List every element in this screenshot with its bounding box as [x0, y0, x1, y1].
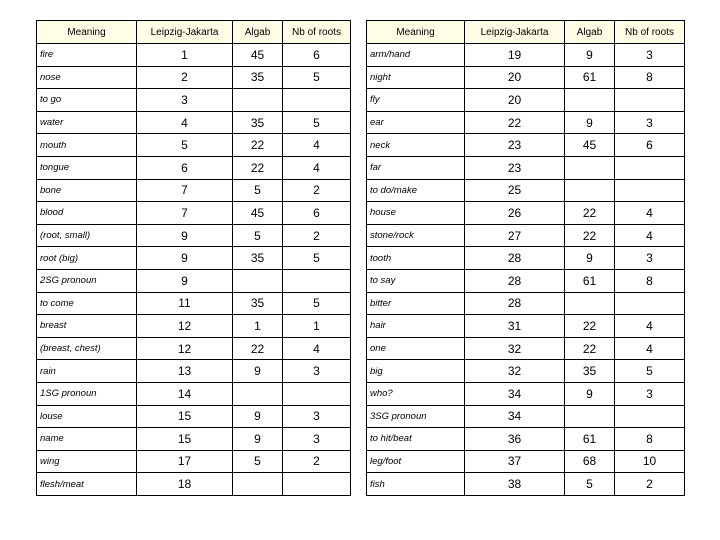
- left-word-table: [36, 20, 351, 496]
- leipzig-jakarta-cell: 9: [137, 224, 233, 247]
- algab-cell: 45: [565, 134, 615, 157]
- meaning-cell: house: [367, 202, 465, 225]
- algab-cell: 9: [233, 428, 283, 451]
- meaning-cell: to say: [367, 269, 465, 292]
- table-row: [37, 405, 351, 428]
- nb-of-roots-cell: 5: [283, 111, 351, 134]
- leipzig-jakarta-cell: 23: [465, 156, 565, 179]
- meaning-cell: wing: [37, 450, 137, 473]
- meaning-cell: ear: [367, 111, 465, 134]
- meaning-cell: big: [367, 360, 465, 383]
- meaning-cell: to do/make: [367, 179, 465, 202]
- leipzig-jakarta-cell: 36: [465, 428, 565, 451]
- leipzig-jakarta-cell: 28: [465, 269, 565, 292]
- algab-cell: 22: [565, 337, 615, 360]
- algab-cell: [565, 179, 615, 202]
- leipzig-jakarta-cell: 1: [137, 44, 233, 67]
- nb-of-roots-cell: 3: [283, 428, 351, 451]
- leipzig-jakarta-cell: 2: [137, 66, 233, 89]
- nb-of-roots-cell: 2: [283, 450, 351, 473]
- table-row: [367, 66, 685, 89]
- table-row: [367, 473, 685, 496]
- nb-of-roots-cell: 5: [283, 247, 351, 270]
- leipzig-jakarta-cell: 28: [465, 292, 565, 315]
- leipzig-jakarta-cell: 17: [137, 450, 233, 473]
- meaning-cell: blood: [37, 202, 137, 225]
- leipzig-jakarta-cell: 27: [465, 224, 565, 247]
- leipzig-jakarta-cell: 22: [465, 111, 565, 134]
- table-row: [37, 382, 351, 405]
- nb-of-roots-cell: 10: [615, 450, 685, 473]
- table-row: [37, 224, 351, 247]
- header-nb-of-roots: Nb of roots: [615, 21, 685, 44]
- header-meaning: Meaning: [367, 21, 465, 44]
- table-row: [37, 156, 351, 179]
- leipzig-jakarta-cell: 38: [465, 473, 565, 496]
- nb-of-roots-cell: [615, 89, 685, 112]
- header-meaning: Meaning: [37, 21, 137, 44]
- meaning-cell: stone/rock: [367, 224, 465, 247]
- meaning-cell: nose: [37, 66, 137, 89]
- meaning-cell: far: [367, 156, 465, 179]
- table-row: [367, 428, 685, 451]
- right-word-table: [366, 20, 685, 496]
- meaning-cell: (root, small): [37, 224, 137, 247]
- meaning-cell: neck: [367, 134, 465, 157]
- table-row: [37, 202, 351, 225]
- leipzig-jakarta-cell: 9: [137, 269, 233, 292]
- header-algab: Algab: [565, 21, 615, 44]
- table-row: [367, 269, 685, 292]
- table-row: [367, 156, 685, 179]
- leipzig-jakarta-cell: 6: [137, 156, 233, 179]
- leipzig-jakarta-cell: 11: [137, 292, 233, 315]
- meaning-cell: fire: [37, 44, 137, 67]
- meaning-cell: leg/foot: [367, 450, 465, 473]
- table-row: [367, 450, 685, 473]
- algab-cell: 5: [565, 473, 615, 496]
- table-row: [367, 111, 685, 134]
- meaning-cell: mouth: [37, 134, 137, 157]
- algab-cell: [233, 382, 283, 405]
- meaning-cell: (breast, chest): [37, 337, 137, 360]
- meaning-cell: to go: [37, 89, 137, 112]
- nb-of-roots-cell: [283, 382, 351, 405]
- leipzig-jakarta-cell: 20: [465, 66, 565, 89]
- nb-of-roots-cell: [615, 292, 685, 315]
- algab-cell: 9: [565, 44, 615, 67]
- nb-of-roots-cell: [615, 405, 685, 428]
- nb-of-roots-cell: 3: [615, 247, 685, 270]
- table-row: [367, 89, 685, 112]
- leipzig-jakarta-cell: 31: [465, 315, 565, 338]
- meaning-cell: fish: [367, 473, 465, 496]
- nb-of-roots-cell: 8: [615, 66, 685, 89]
- leipzig-jakarta-cell: 18: [137, 473, 233, 496]
- algab-cell: 61: [565, 269, 615, 292]
- nb-of-roots-cell: 5: [283, 292, 351, 315]
- algab-cell: 5: [233, 224, 283, 247]
- leipzig-jakarta-cell: 14: [137, 382, 233, 405]
- algab-cell: [233, 473, 283, 496]
- algab-cell: [233, 89, 283, 112]
- algab-cell: 1: [233, 315, 283, 338]
- header-row: [37, 21, 351, 44]
- leipzig-jakarta-cell: 4: [137, 111, 233, 134]
- meaning-cell: bitter: [367, 292, 465, 315]
- nb-of-roots-cell: 4: [615, 202, 685, 225]
- meaning-cell: name: [37, 428, 137, 451]
- leipzig-jakarta-cell: 13: [137, 360, 233, 383]
- table-row: [37, 247, 351, 270]
- table-row: [37, 66, 351, 89]
- nb-of-roots-cell: 4: [615, 315, 685, 338]
- nb-of-roots-cell: 3: [283, 405, 351, 428]
- leipzig-jakarta-cell: 23: [465, 134, 565, 157]
- meaning-cell: bone: [37, 179, 137, 202]
- leipzig-jakarta-cell: 20: [465, 89, 565, 112]
- header-nb-of-roots: Nb of roots: [283, 21, 351, 44]
- nb-of-roots-cell: [615, 156, 685, 179]
- table-row: [367, 224, 685, 247]
- table-row: [367, 382, 685, 405]
- nb-of-roots-cell: 3: [283, 360, 351, 383]
- algab-cell: 9: [565, 111, 615, 134]
- nb-of-roots-cell: 4: [283, 156, 351, 179]
- nb-of-roots-cell: 2: [615, 473, 685, 496]
- table-row: [37, 44, 351, 67]
- nb-of-roots-cell: 6: [615, 134, 685, 157]
- algab-cell: 22: [565, 315, 615, 338]
- leipzig-jakarta-cell: 3: [137, 89, 233, 112]
- algab-cell: 35: [233, 292, 283, 315]
- algab-cell: 35: [233, 66, 283, 89]
- table-row: [367, 179, 685, 202]
- meaning-cell: hair: [367, 315, 465, 338]
- meaning-cell: to hit/beat: [367, 428, 465, 451]
- nb-of-roots-cell: 4: [283, 134, 351, 157]
- leipzig-jakarta-cell: 34: [465, 382, 565, 405]
- nb-of-roots-cell: 4: [615, 337, 685, 360]
- meaning-cell: tooth: [367, 247, 465, 270]
- algab-cell: [565, 156, 615, 179]
- leipzig-jakarta-cell: 9: [137, 247, 233, 270]
- leipzig-jakarta-cell: 7: [137, 202, 233, 225]
- leipzig-jakarta-cell: 26: [465, 202, 565, 225]
- table-row: [367, 134, 685, 157]
- algab-cell: 45: [233, 44, 283, 67]
- leipzig-jakarta-cell: 12: [137, 315, 233, 338]
- meaning-cell: water: [37, 111, 137, 134]
- nb-of-roots-cell: 2: [283, 179, 351, 202]
- algab-cell: 45: [233, 202, 283, 225]
- table-row: [37, 111, 351, 134]
- table-row: [37, 89, 351, 112]
- meaning-cell: one: [367, 337, 465, 360]
- leipzig-jakarta-cell: 12: [137, 337, 233, 360]
- leipzig-jakarta-cell: 5: [137, 134, 233, 157]
- algab-cell: 22: [233, 156, 283, 179]
- nb-of-roots-cell: 3: [615, 382, 685, 405]
- algab-cell: 5: [233, 450, 283, 473]
- algab-cell: 9: [565, 382, 615, 405]
- meaning-cell: night: [367, 66, 465, 89]
- table-row: [37, 269, 351, 292]
- meaning-cell: breast: [37, 315, 137, 338]
- leipzig-jakarta-cell: 19: [465, 44, 565, 67]
- table-row: [367, 292, 685, 315]
- leipzig-jakarta-cell: 28: [465, 247, 565, 270]
- meaning-cell: tongue: [37, 156, 137, 179]
- nb-of-roots-cell: [615, 179, 685, 202]
- table-row: [367, 315, 685, 338]
- nb-of-roots-cell: 6: [283, 202, 351, 225]
- leipzig-jakarta-cell: 15: [137, 405, 233, 428]
- meaning-cell: flesh/meat: [37, 473, 137, 496]
- algab-cell: 61: [565, 428, 615, 451]
- algab-cell: 22: [565, 224, 615, 247]
- nb-of-roots-cell: [283, 473, 351, 496]
- algab-cell: [565, 292, 615, 315]
- table-row: [367, 405, 685, 428]
- algab-cell: [565, 89, 615, 112]
- table-row: [37, 315, 351, 338]
- nb-of-roots-cell: 2: [283, 224, 351, 247]
- nb-of-roots-cell: 1: [283, 315, 351, 338]
- algab-cell: 9: [233, 360, 283, 383]
- nb-of-roots-cell: [283, 89, 351, 112]
- table-row: [37, 428, 351, 451]
- nb-of-roots-cell: [283, 269, 351, 292]
- table-row: [37, 134, 351, 157]
- table-row: [37, 360, 351, 383]
- meaning-cell: who?: [367, 382, 465, 405]
- algab-cell: 22: [233, 134, 283, 157]
- table-row: [367, 360, 685, 383]
- header-leipzig-jakarta: Leipzig-Jakarta: [465, 21, 565, 44]
- table-row: [367, 202, 685, 225]
- algab-cell: 68: [565, 450, 615, 473]
- meaning-cell: 1SG pronoun: [37, 382, 137, 405]
- table-row: [37, 450, 351, 473]
- algab-cell: 5: [233, 179, 283, 202]
- algab-cell: 35: [233, 111, 283, 134]
- nb-of-roots-cell: 6: [283, 44, 351, 67]
- nb-of-roots-cell: 4: [283, 337, 351, 360]
- table-row: [37, 473, 351, 496]
- leipzig-jakarta-cell: 25: [465, 179, 565, 202]
- meaning-cell: to come: [37, 292, 137, 315]
- meaning-cell: 3SG pronoun: [367, 405, 465, 428]
- nb-of-roots-cell: 3: [615, 44, 685, 67]
- nb-of-roots-cell: 5: [615, 360, 685, 383]
- meaning-cell: rain: [37, 360, 137, 383]
- leipzig-jakarta-cell: 15: [137, 428, 233, 451]
- algab-cell: 9: [565, 247, 615, 270]
- meaning-cell: louse: [37, 405, 137, 428]
- nb-of-roots-cell: 4: [615, 224, 685, 247]
- algab-cell: 61: [565, 66, 615, 89]
- nb-of-roots-cell: 8: [615, 269, 685, 292]
- algab-cell: [565, 405, 615, 428]
- table-row: [37, 292, 351, 315]
- leipzig-jakarta-cell: 32: [465, 360, 565, 383]
- nb-of-roots-cell: 5: [283, 66, 351, 89]
- table-row: [37, 337, 351, 360]
- algab-cell: [233, 269, 283, 292]
- nb-of-roots-cell: 8: [615, 428, 685, 451]
- table-row: [367, 44, 685, 67]
- leipzig-jakarta-cell: 37: [465, 450, 565, 473]
- table-row: [367, 337, 685, 360]
- header-row: [367, 21, 685, 44]
- meaning-cell: fly: [367, 89, 465, 112]
- header-algab: Algab: [233, 21, 283, 44]
- table-row: [367, 247, 685, 270]
- meaning-cell: arm/hand: [367, 44, 465, 67]
- algab-cell: 9: [233, 405, 283, 428]
- table-row: [37, 179, 351, 202]
- algab-cell: 22: [233, 337, 283, 360]
- algab-cell: 22: [565, 202, 615, 225]
- leipzig-jakarta-cell: 34: [465, 405, 565, 428]
- meaning-cell: root (big): [37, 247, 137, 270]
- leipzig-jakarta-cell: 7: [137, 179, 233, 202]
- nb-of-roots-cell: 3: [615, 111, 685, 134]
- leipzig-jakarta-cell: 32: [465, 337, 565, 360]
- algab-cell: 35: [233, 247, 283, 270]
- header-leipzig-jakarta: Leipzig-Jakarta: [137, 21, 233, 44]
- algab-cell: 35: [565, 360, 615, 383]
- meaning-cell: 2SG pronoun: [37, 269, 137, 292]
